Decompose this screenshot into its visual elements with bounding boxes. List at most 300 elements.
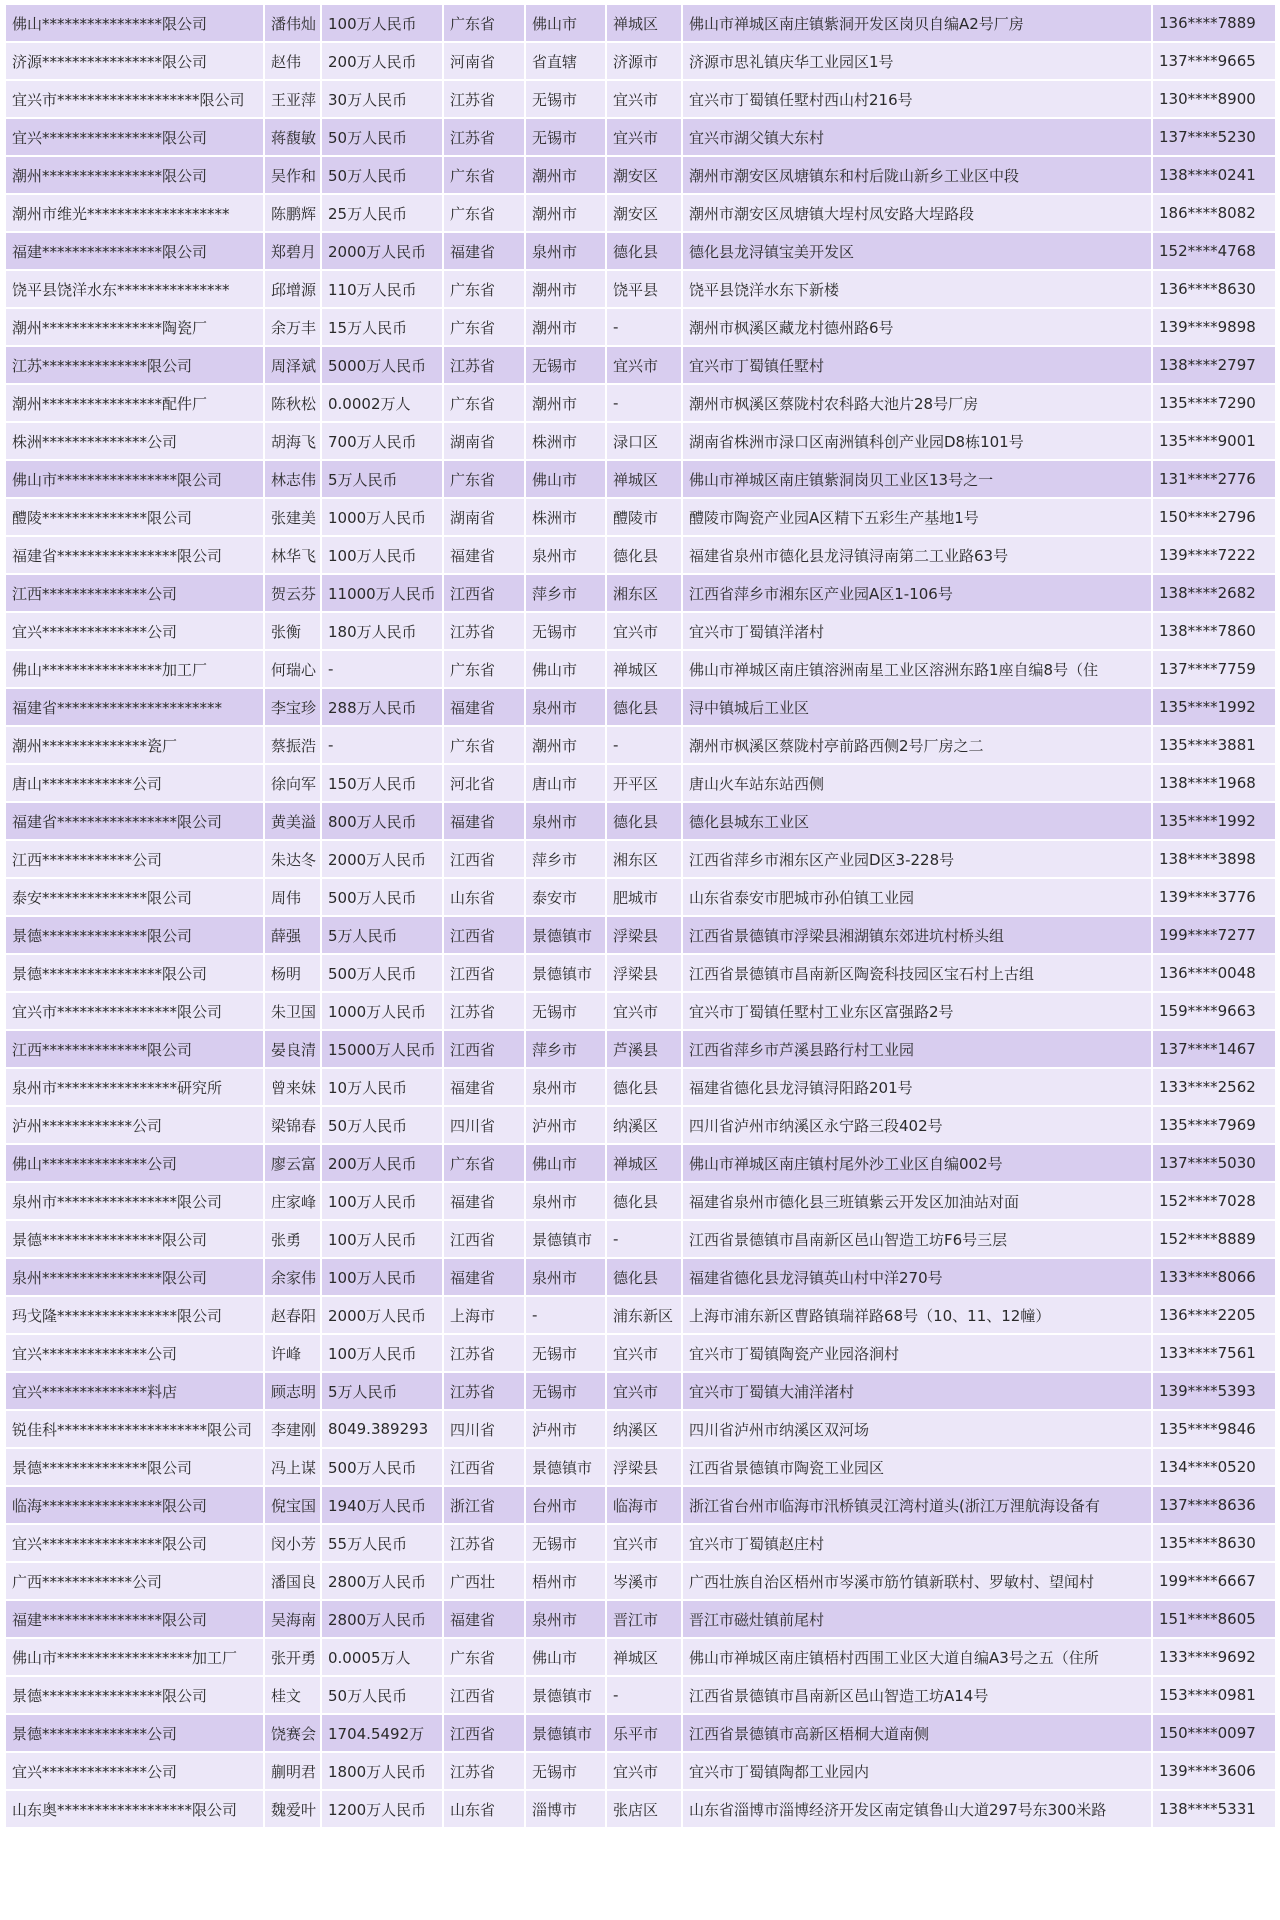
- table-row: [6, 1373, 1275, 1411]
- table-row: [6, 1487, 1275, 1525]
- company-name-cell: 福建省**********************: [6, 689, 265, 727]
- table-row: [6, 537, 1275, 575]
- company-name-cell: 潮州**************瓷厂: [6, 727, 265, 765]
- city-cell: 潮州市: [526, 271, 607, 309]
- contact-name-cell: 赵春阳: [265, 1297, 322, 1335]
- table-row: [6, 841, 1275, 879]
- address-cell: 宜兴市丁蜀镇任墅村西山村216号: [683, 81, 1153, 119]
- address-cell: 江西省萍乡市湘东区产业园D区3-228号: [683, 841, 1153, 879]
- district-cell: 宜兴市: [607, 1753, 683, 1791]
- address-cell: 佛山市禅城区南庄镇紫洞岗贝工业区13号之一: [683, 461, 1153, 499]
- company-name-cell: 泉州市****************限公司: [6, 1183, 265, 1221]
- address-cell: 宜兴市丁蜀镇陶瓷产业园洛涧村: [683, 1335, 1153, 1373]
- province-cell: 江苏省: [444, 993, 526, 1031]
- city-cell: 泉州市: [526, 1183, 607, 1221]
- contact-name-cell: 闵小芳: [265, 1525, 322, 1563]
- contact-name-cell: 陈秋松: [265, 385, 322, 423]
- city-cell: 潮州市: [526, 195, 607, 233]
- district-cell: 德化县: [607, 1259, 683, 1297]
- registered-capital-cell: 2000万人民币: [322, 841, 444, 879]
- table-row: [6, 1031, 1275, 1069]
- province-cell: 广东省: [444, 1639, 526, 1677]
- contact-name-cell: 蒋馥敏: [265, 119, 322, 157]
- phone-cell: 139****3776: [1153, 879, 1275, 917]
- district-cell: 浮梁县: [607, 955, 683, 993]
- company-name-cell: 景德****************限公司: [6, 1221, 265, 1259]
- table-row: [6, 1753, 1275, 1791]
- province-cell: 江西省: [444, 955, 526, 993]
- district-cell: 德化县: [607, 803, 683, 841]
- phone-cell: 138****1968: [1153, 765, 1275, 803]
- phone-cell: 135****7969: [1153, 1107, 1275, 1145]
- city-cell: 泉州市: [526, 1259, 607, 1297]
- city-cell: 泉州市: [526, 803, 607, 841]
- table-row: [6, 347, 1275, 385]
- address-cell: 福建省德化县龙浔镇浔阳路201号: [683, 1069, 1153, 1107]
- province-cell: 江西省: [444, 1715, 526, 1753]
- registered-capital-cell: 55万人民币: [322, 1525, 444, 1563]
- district-cell: 禅城区: [607, 651, 683, 689]
- phone-cell: 135****1992: [1153, 689, 1275, 727]
- city-cell: 萍乡市: [526, 841, 607, 879]
- contact-name-cell: 蔡振浩: [265, 727, 322, 765]
- company-name-cell: 景德****************限公司: [6, 955, 265, 993]
- phone-cell: 134****0520: [1153, 1449, 1275, 1487]
- address-cell: 潮州市枫溪区蔡陇村农科路大池片28号厂房: [683, 385, 1153, 423]
- city-cell: 台州市: [526, 1487, 607, 1525]
- city-cell: 泉州市: [526, 1601, 607, 1639]
- address-cell: 佛山市禅城区南庄镇村尾外沙工业区自编002号: [683, 1145, 1153, 1183]
- district-cell: 宜兴市: [607, 1335, 683, 1373]
- contact-name-cell: 胡海飞: [265, 423, 322, 461]
- table-row: [6, 1145, 1275, 1183]
- district-cell: 德化县: [607, 537, 683, 575]
- address-cell: 广西壮族自治区梧州市岑溪市筋竹镇新联村、罗敏村、望闻村: [683, 1563, 1153, 1601]
- table-row: [6, 1107, 1275, 1145]
- table-body: [6, 5, 1275, 1829]
- registered-capital-cell: 15000万人民币: [322, 1031, 444, 1069]
- address-cell: 佛山市禅城区南庄镇紫洞开发区岗贝自编A2号厂房: [683, 5, 1153, 43]
- registered-capital-cell: 100万人民币: [322, 1335, 444, 1373]
- district-cell: -: [607, 727, 683, 765]
- phone-cell: 138****2682: [1153, 575, 1275, 613]
- table-row: [6, 1639, 1275, 1677]
- company-name-cell: 福建****************限公司: [6, 233, 265, 271]
- address-cell: 潮州市潮安区凤塘镇东和村后陇山新乡工业区中段: [683, 157, 1153, 195]
- registered-capital-cell: 500万人民币: [322, 1449, 444, 1487]
- city-cell: -: [526, 1297, 607, 1335]
- city-cell: 无锡市: [526, 119, 607, 157]
- table-row: [6, 651, 1275, 689]
- registered-capital-cell: 2000万人民币: [322, 1297, 444, 1335]
- phone-cell: 135****3881: [1153, 727, 1275, 765]
- contact-name-cell: 徐向军: [265, 765, 322, 803]
- registered-capital-cell: 1000万人民币: [322, 499, 444, 537]
- province-cell: 江苏省: [444, 347, 526, 385]
- address-cell: 醴陵市陶瓷产业园A区精下五彩生产基地1号: [683, 499, 1153, 537]
- company-name-cell: 济源****************限公司: [6, 43, 265, 81]
- phone-cell: 138****3898: [1153, 841, 1275, 879]
- company-name-cell: 江苏**************限公司: [6, 347, 265, 385]
- address-cell: 佛山市禅城区南庄镇溶洲南星工业区溶洲东路1座自编8号（住: [683, 651, 1153, 689]
- company-name-cell: 宜兴**************公司: [6, 1753, 265, 1791]
- district-cell: 芦溪县: [607, 1031, 683, 1069]
- registered-capital-cell: 2800万人民币: [322, 1563, 444, 1601]
- district-cell: 岑溪市: [607, 1563, 683, 1601]
- company-name-cell: 宜兴**************公司: [6, 613, 265, 651]
- district-cell: 宜兴市: [607, 993, 683, 1031]
- phone-cell: 136****8630: [1153, 271, 1275, 309]
- registered-capital-cell: 700万人民币: [322, 423, 444, 461]
- registered-capital-cell: 1800万人民币: [322, 1753, 444, 1791]
- district-cell: 宜兴市: [607, 1525, 683, 1563]
- registered-capital-cell: 11000万人民币: [322, 575, 444, 613]
- contact-name-cell: 余万丰: [265, 309, 322, 347]
- district-cell: 济源市: [607, 43, 683, 81]
- district-cell: 醴陵市: [607, 499, 683, 537]
- district-cell: 德化县: [607, 1069, 683, 1107]
- address-cell: 福建省泉州市德化县三班镇紫云开发区加油站对面: [683, 1183, 1153, 1221]
- contact-name-cell: 周泽斌: [265, 347, 322, 385]
- district-cell: 德化县: [607, 233, 683, 271]
- district-cell: 肥城市: [607, 879, 683, 917]
- registered-capital-cell: 5万人民币: [322, 1373, 444, 1411]
- province-cell: 广东省: [444, 651, 526, 689]
- phone-cell: 138****7860: [1153, 613, 1275, 651]
- phone-cell: 150****2796: [1153, 499, 1275, 537]
- phone-cell: 150****0097: [1153, 1715, 1275, 1753]
- company-name-cell: 泰安**************限公司: [6, 879, 265, 917]
- registered-capital-cell: 200万人民币: [322, 1145, 444, 1183]
- phone-cell: 151****8605: [1153, 1601, 1275, 1639]
- city-cell: 潮州市: [526, 385, 607, 423]
- city-cell: 无锡市: [526, 613, 607, 651]
- city-cell: 泸州市: [526, 1107, 607, 1145]
- district-cell: 禅城区: [607, 1639, 683, 1677]
- registered-capital-cell: 50万人民币: [322, 157, 444, 195]
- company-name-cell: 佛山**************公司: [6, 1145, 265, 1183]
- address-cell: 江西省景德镇市昌南新区陶瓷科技园区宝石村上古组: [683, 955, 1153, 993]
- city-cell: 景德镇市: [526, 1449, 607, 1487]
- phone-cell: 133****8066: [1153, 1259, 1275, 1297]
- province-cell: 河南省: [444, 43, 526, 81]
- district-cell: 纳溪区: [607, 1411, 683, 1449]
- city-cell: 泉州市: [526, 233, 607, 271]
- contact-name-cell: 廖云富: [265, 1145, 322, 1183]
- province-cell: 广东省: [444, 727, 526, 765]
- city-cell: 株洲市: [526, 499, 607, 537]
- table-row: [6, 993, 1275, 1031]
- contact-name-cell: 朱卫国: [265, 993, 322, 1031]
- city-cell: 株洲市: [526, 423, 607, 461]
- district-cell: -: [607, 385, 683, 423]
- province-cell: 福建省: [444, 1259, 526, 1297]
- province-cell: 江苏省: [444, 1335, 526, 1373]
- table-row: [6, 43, 1275, 81]
- address-cell: 四川省泸州市纳溪区双河场: [683, 1411, 1153, 1449]
- company-name-cell: 佛山市****************限公司: [6, 461, 265, 499]
- contact-name-cell: 余家伟: [265, 1259, 322, 1297]
- province-cell: 河北省: [444, 765, 526, 803]
- company-name-cell: 宜兴****************限公司: [6, 119, 265, 157]
- company-table: [6, 5, 1275, 1829]
- registered-capital-cell: 100万人民币: [322, 537, 444, 575]
- phone-cell: 133****9692: [1153, 1639, 1275, 1677]
- phone-cell: 153****0981: [1153, 1677, 1275, 1715]
- phone-cell: 199****7277: [1153, 917, 1275, 955]
- registered-capital-cell: -: [322, 651, 444, 689]
- company-name-cell: 宜兴市*******************限公司: [6, 81, 265, 119]
- contact-name-cell: 张勇: [265, 1221, 322, 1259]
- district-cell: 禅城区: [607, 5, 683, 43]
- phone-cell: 136****7889: [1153, 5, 1275, 43]
- registered-capital-cell: 1000万人民币: [322, 993, 444, 1031]
- company-name-cell: 唐山************公司: [6, 765, 265, 803]
- province-cell: 山东省: [444, 1791, 526, 1829]
- phone-cell: 152****4768: [1153, 233, 1275, 271]
- city-cell: 无锡市: [526, 1753, 607, 1791]
- table-row: [6, 1449, 1275, 1487]
- address-cell: 宜兴市丁蜀镇洋渚村: [683, 613, 1153, 651]
- contact-name-cell: 王亚萍: [265, 81, 322, 119]
- company-name-cell: 景德**************限公司: [6, 1449, 265, 1487]
- contact-name-cell: 吴海南: [265, 1601, 322, 1639]
- phone-cell: 139****9898: [1153, 309, 1275, 347]
- province-cell: 江西省: [444, 1449, 526, 1487]
- table-row: [6, 271, 1275, 309]
- table-row: [6, 385, 1275, 423]
- address-cell: 德化县城东工业区: [683, 803, 1153, 841]
- city-cell: 泉州市: [526, 689, 607, 727]
- table-row: [6, 1791, 1275, 1829]
- table-row: [6, 1677, 1275, 1715]
- contact-name-cell: 魏爱叶: [265, 1791, 322, 1829]
- address-cell: 山东省泰安市肥城市孙伯镇工业园: [683, 879, 1153, 917]
- city-cell: 景德镇市: [526, 917, 607, 955]
- table-row: [6, 157, 1275, 195]
- district-cell: -: [607, 1221, 683, 1259]
- registered-capital-cell: 5万人民币: [322, 461, 444, 499]
- address-cell: 潮州市潮安区凤塘镇大埕村凤安路大埕路段: [683, 195, 1153, 233]
- company-name-cell: 福建省****************限公司: [6, 537, 265, 575]
- address-cell: 江西省景德镇市陶瓷工业园区: [683, 1449, 1153, 1487]
- city-cell: 无锡市: [526, 993, 607, 1031]
- registered-capital-cell: 1200万人民币: [322, 1791, 444, 1829]
- phone-cell: 130****8900: [1153, 81, 1275, 119]
- province-cell: 江苏省: [444, 81, 526, 119]
- contact-name-cell: 李建刚: [265, 1411, 322, 1449]
- contact-name-cell: 张衡: [265, 613, 322, 651]
- company-name-cell: 潮州****************配件厂: [6, 385, 265, 423]
- province-cell: 江西省: [444, 917, 526, 955]
- phone-cell: 136****0048: [1153, 955, 1275, 993]
- table-row: [6, 765, 1275, 803]
- table-row: [6, 1183, 1275, 1221]
- province-cell: 山东省: [444, 879, 526, 917]
- table-row: [6, 1525, 1275, 1563]
- district-cell: 浮梁县: [607, 917, 683, 955]
- phone-cell: 199****6667: [1153, 1563, 1275, 1601]
- contact-name-cell: 晏良清: [265, 1031, 322, 1069]
- province-cell: 福建省: [444, 537, 526, 575]
- city-cell: 景德镇市: [526, 1715, 607, 1753]
- contact-name-cell: 贺云芬: [265, 575, 322, 613]
- registered-capital-cell: 50万人民币: [322, 119, 444, 157]
- contact-name-cell: 林华飞: [265, 537, 322, 575]
- contact-name-cell: 顾志明: [265, 1373, 322, 1411]
- province-cell: 福建省: [444, 803, 526, 841]
- company-name-cell: 景德**************限公司: [6, 917, 265, 955]
- registered-capital-cell: 150万人民币: [322, 765, 444, 803]
- phone-cell: 137****7759: [1153, 651, 1275, 689]
- province-cell: 江西省: [444, 1677, 526, 1715]
- address-cell: 唐山火车站东站西侧: [683, 765, 1153, 803]
- contact-name-cell: 邱增源: [265, 271, 322, 309]
- district-cell: 临海市: [607, 1487, 683, 1525]
- company-name-cell: 泉州市****************研究所: [6, 1069, 265, 1107]
- table-row: [6, 5, 1275, 43]
- phone-cell: 135****9001: [1153, 423, 1275, 461]
- province-cell: 江苏省: [444, 1525, 526, 1563]
- table-row: [6, 461, 1275, 499]
- city-cell: 唐山市: [526, 765, 607, 803]
- address-cell: 江西省萍乡市芦溪县路行村工业园: [683, 1031, 1153, 1069]
- registered-capital-cell: 30万人民币: [322, 81, 444, 119]
- table-row: [6, 613, 1275, 651]
- table-row: [6, 195, 1275, 233]
- address-cell: 江西省景德镇市昌南新区邑山智造工坊A14号: [683, 1677, 1153, 1715]
- contact-name-cell: 陈鹏辉: [265, 195, 322, 233]
- province-cell: 福建省: [444, 1183, 526, 1221]
- company-name-cell: 潮州****************限公司: [6, 157, 265, 195]
- address-cell: 宜兴市丁蜀镇大浦洋渚村: [683, 1373, 1153, 1411]
- contact-name-cell: 薛强: [265, 917, 322, 955]
- district-cell: 纳溪区: [607, 1107, 683, 1145]
- phone-cell: 133****2562: [1153, 1069, 1275, 1107]
- contact-name-cell: 吴作和: [265, 157, 322, 195]
- company-name-cell: 宜兴**************料店: [6, 1373, 265, 1411]
- contact-name-cell: 张建美: [265, 499, 322, 537]
- city-cell: 梧州市: [526, 1563, 607, 1601]
- registered-capital-cell: 110万人民币: [322, 271, 444, 309]
- company-name-cell: 福建****************限公司: [6, 1601, 265, 1639]
- city-cell: 泉州市: [526, 1069, 607, 1107]
- company-name-cell: 泸州************公司: [6, 1107, 265, 1145]
- company-name-cell: 潮州****************陶瓷厂: [6, 309, 265, 347]
- phone-cell: 137****1467: [1153, 1031, 1275, 1069]
- table-row: [6, 423, 1275, 461]
- registered-capital-cell: 288万人民币: [322, 689, 444, 727]
- province-cell: 福建省: [444, 1601, 526, 1639]
- contact-name-cell: 饶赛会: [265, 1715, 322, 1753]
- table-row: [6, 233, 1275, 271]
- city-cell: 泸州市: [526, 1411, 607, 1449]
- table-row: [6, 1259, 1275, 1297]
- province-cell: 广东省: [444, 309, 526, 347]
- registered-capital-cell: 2000万人民币: [322, 233, 444, 271]
- contact-name-cell: 庄家峰: [265, 1183, 322, 1221]
- province-cell: 广东省: [444, 1145, 526, 1183]
- company-name-cell: 玛戈隆****************限公司: [6, 1297, 265, 1335]
- address-cell: 浙江省台州市临海市汛桥镇灵江湾村道头(浙江万浬航海设备有: [683, 1487, 1153, 1525]
- contact-name-cell: 赵伟: [265, 43, 322, 81]
- district-cell: -: [607, 1677, 683, 1715]
- company-name-cell: 锐佳科********************限公司: [6, 1411, 265, 1449]
- table-row: [6, 499, 1275, 537]
- table-row: [6, 1601, 1275, 1639]
- district-cell: 潮安区: [607, 157, 683, 195]
- address-cell: 宜兴市丁蜀镇任墅村工业东区富强路2号: [683, 993, 1153, 1031]
- company-name-cell: 福建省****************限公司: [6, 803, 265, 841]
- company-name-cell: 临海****************限公司: [6, 1487, 265, 1525]
- city-cell: 景德镇市: [526, 1677, 607, 1715]
- company-name-cell: 佛山市******************加工厂: [6, 1639, 265, 1677]
- phone-cell: 137****9665: [1153, 43, 1275, 81]
- company-name-cell: 景德**************公司: [6, 1715, 265, 1753]
- contact-name-cell: 张开勇: [265, 1639, 322, 1677]
- city-cell: 淄博市: [526, 1791, 607, 1829]
- province-cell: 广东省: [444, 5, 526, 43]
- phone-cell: 135****9846: [1153, 1411, 1275, 1449]
- table-row: [6, 1563, 1275, 1601]
- registered-capital-cell: 0.0002万人: [322, 385, 444, 423]
- registered-capital-cell: 500万人民币: [322, 879, 444, 917]
- contact-name-cell: 冯上谋: [265, 1449, 322, 1487]
- contact-name-cell: 林志伟: [265, 461, 322, 499]
- company-name-cell: 江西************公司: [6, 841, 265, 879]
- district-cell: 张店区: [607, 1791, 683, 1829]
- company-name-cell: 佛山****************加工厂: [6, 651, 265, 689]
- phone-cell: 137****8636: [1153, 1487, 1275, 1525]
- district-cell: 浮梁县: [607, 1449, 683, 1487]
- registered-capital-cell: 100万人民币: [322, 1183, 444, 1221]
- registered-capital-cell: 1940万人民币: [322, 1487, 444, 1525]
- district-cell: 宜兴市: [607, 613, 683, 651]
- district-cell: 宜兴市: [607, 1373, 683, 1411]
- registered-capital-cell: 100万人民币: [322, 5, 444, 43]
- address-cell: 四川省泸州市纳溪区永宁路三段402号: [683, 1107, 1153, 1145]
- registered-capital-cell: 500万人民币: [322, 955, 444, 993]
- province-cell: 四川省: [444, 1411, 526, 1449]
- city-cell: 佛山市: [526, 1145, 607, 1183]
- province-cell: 上海市: [444, 1297, 526, 1335]
- registered-capital-cell: 100万人民币: [322, 1221, 444, 1259]
- contact-name-cell: 蒯明君: [265, 1753, 322, 1791]
- contact-name-cell: 周伟: [265, 879, 322, 917]
- province-cell: 广东省: [444, 195, 526, 233]
- phone-cell: 139****3606: [1153, 1753, 1275, 1791]
- district-cell: 饶平县: [607, 271, 683, 309]
- table-row: [6, 689, 1275, 727]
- table-row: [6, 879, 1275, 917]
- district-cell: 湘东区: [607, 841, 683, 879]
- address-cell: 山东省淄博市淄博经济开发区南定镇鲁山大道297号东300米路: [683, 1791, 1153, 1829]
- phone-cell: 133****7561: [1153, 1335, 1275, 1373]
- district-cell: -: [607, 309, 683, 347]
- address-cell: 江西省景德镇市浮梁县湘湖镇东郊进坑村桥头组: [683, 917, 1153, 955]
- city-cell: 景德镇市: [526, 955, 607, 993]
- district-cell: 乐平市: [607, 1715, 683, 1753]
- table-row: [6, 917, 1275, 955]
- phone-cell: 138****5331: [1153, 1791, 1275, 1829]
- company-name-cell: 泉州****************限公司: [6, 1259, 265, 1297]
- district-cell: 宜兴市: [607, 119, 683, 157]
- phone-cell: 139****7222: [1153, 537, 1275, 575]
- province-cell: 江西省: [444, 841, 526, 879]
- city-cell: 萍乡市: [526, 1031, 607, 1069]
- company-name-cell: 山东奥******************限公司: [6, 1791, 265, 1829]
- table-row: [6, 309, 1275, 347]
